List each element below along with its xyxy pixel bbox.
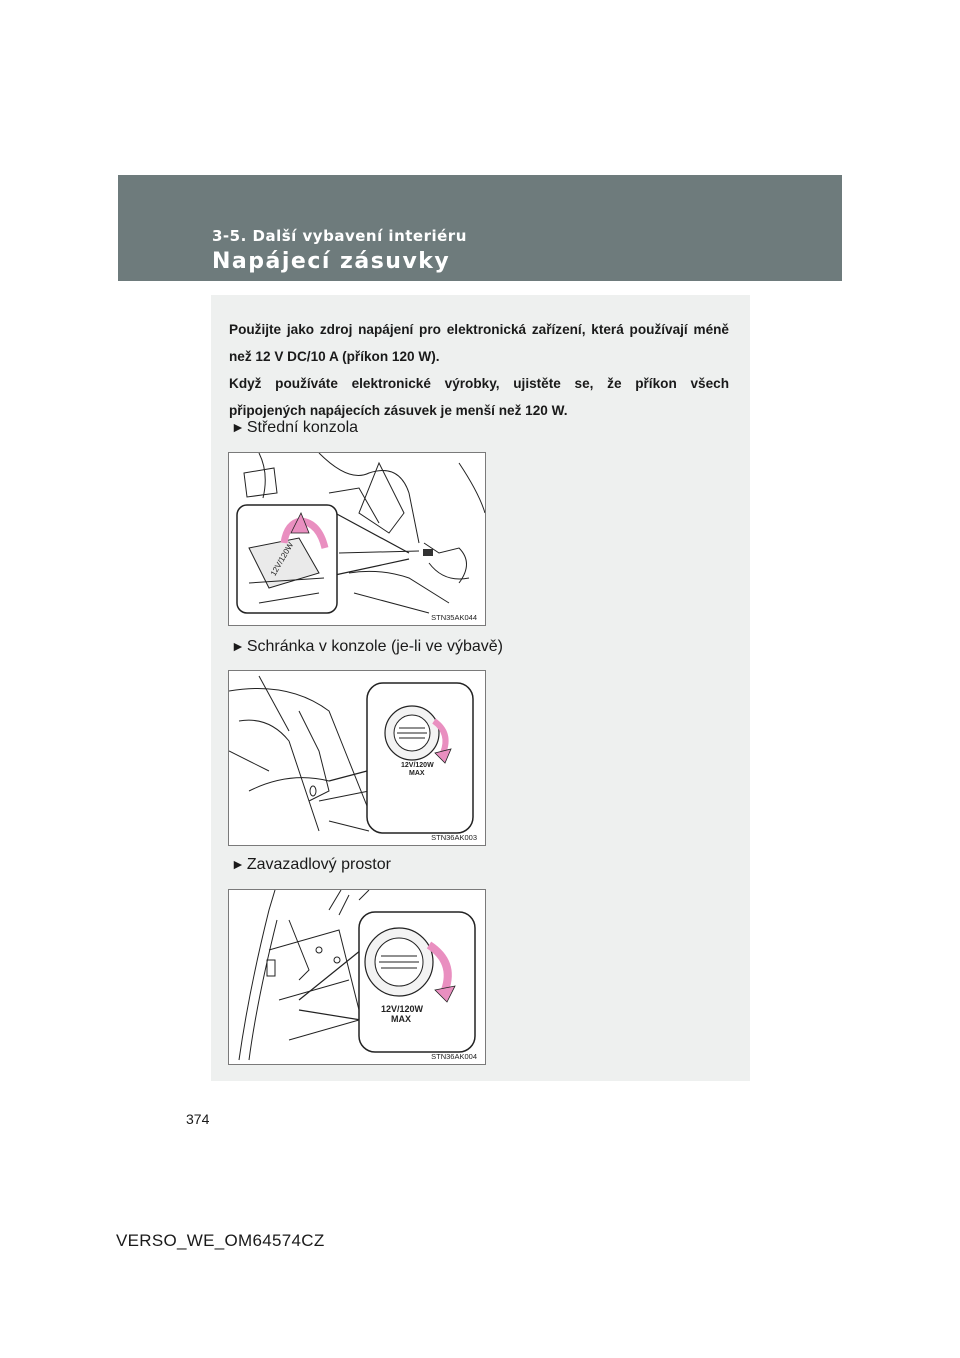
svg-text:MAX: MAX bbox=[409, 770, 425, 777]
triangle-bullet-icon: ► bbox=[231, 638, 245, 654]
section-label: 3-5. Další vybavení interiéru bbox=[212, 227, 467, 245]
intro-paragraph-1: Použijte jako zdroj napájení pro elektronická zařízení, která používají méně než 12 V DC/10 A (příkon 120 W). bbox=[229, 322, 729, 364]
svg-text:12V/120W: 12V/120W bbox=[401, 762, 434, 769]
triangle-bullet-icon: ► bbox=[231, 856, 245, 872]
document-code: VERSO_WE_OM64574CZ bbox=[116, 1231, 325, 1250]
page-title: Napájecí zásuvky bbox=[212, 249, 451, 274]
figure-console-box bbox=[228, 670, 486, 846]
center-console-illustration bbox=[229, 453, 485, 625]
triangle-bullet-icon: ► bbox=[231, 419, 245, 435]
figure-code: STN36AK004 bbox=[431, 1052, 477, 1061]
subhead-label: Zavazadlový prostor bbox=[246, 856, 391, 873]
header-band bbox=[118, 175, 842, 281]
subhead-console-box bbox=[231, 638, 503, 656]
figure-code: STN36AK003 bbox=[431, 833, 477, 842]
luggage-area-illustration bbox=[229, 890, 485, 1064]
svg-text:12V/120W: 12V/120W bbox=[381, 1004, 424, 1014]
zoom-inset bbox=[237, 505, 337, 613]
figure-center-console bbox=[228, 452, 486, 626]
intro-paragraph-2: Když používáte elektronické výrobky, ujistěte se, že příkon všech připojených napájecích zásuvek je menší než 120 W. bbox=[229, 376, 729, 418]
subhead-center-console bbox=[231, 419, 358, 437]
svg-text:MAX: MAX bbox=[391, 1014, 411, 1024]
zoom-inset bbox=[367, 683, 473, 833]
intro-text bbox=[229, 316, 729, 424]
subhead-label: Schránka v konzole (je-li ve výbavě) bbox=[246, 638, 503, 655]
zoom-callout-lines bbox=[335, 513, 409, 575]
figure-luggage-area bbox=[228, 889, 486, 1065]
subhead-label: Střední konzola bbox=[246, 419, 359, 436]
page-number: 374 bbox=[186, 1111, 210, 1127]
figure-code: STN35AK044 bbox=[431, 613, 477, 622]
subhead-luggage-area bbox=[231, 856, 391, 874]
zoom-inset bbox=[359, 912, 475, 1052]
svg-text:12V/120W: 12V/120W bbox=[268, 540, 296, 578]
console-box-illustration bbox=[229, 671, 485, 845]
